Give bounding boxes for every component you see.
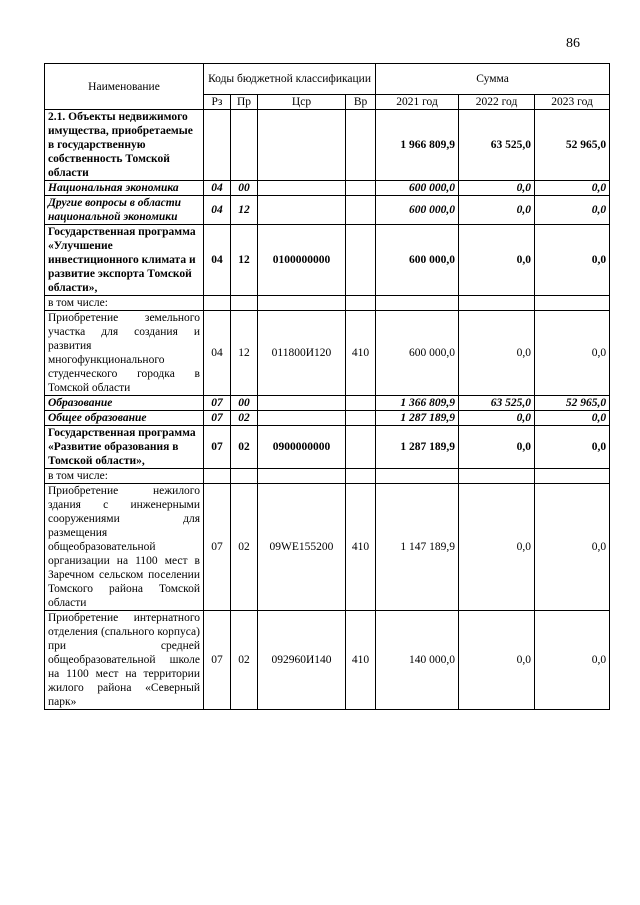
table-row: в том числе: [45, 296, 610, 311]
table-row: Государственная программа «Улучшение инвестиционного климата и развитие экспорта Томской области», 04 12 0100000000 600 000,0 0,0 0,0 [45, 225, 610, 296]
header-rz: Рз [204, 95, 231, 110]
header-name: Наименование [45, 64, 204, 110]
table-row: Приобретение нежилого здания с инженерными сооружениями для размещения общеобразовательной организации на 1100 мест в Заречном сельском поселении Томского района Томской области 07 02 09WE155200 410 1 147 189,9 0,0 0,0 [45, 484, 610, 611]
header-codes: Коды бюджетной классификации [204, 64, 376, 95]
page-number: 86 [566, 36, 580, 51]
header-pr: Пр [231, 95, 258, 110]
table-row: Национальная экономика 04 00 600 000,0 0,0 0,0 [45, 181, 610, 196]
header-2021: 2021 год [376, 95, 459, 110]
table-row: Приобретение интернатного отделения (спального корпуса) при средней общеобразовательной школе на 1100 мест на территории жилого района «Северный парк» 07 02 092960И140 410 140 000,0 0,0 0,0 [45, 611, 610, 710]
header-sum: Сумма [376, 64, 610, 95]
header-vr: Вр [346, 95, 376, 110]
header-2023: 2023 год [535, 95, 610, 110]
table-row: Государственная программа «Развитие образования в Томской области», 07 02 0900000000 1 287 189,9 0,0 0,0 [45, 426, 610, 469]
header-csr: Цср [258, 95, 346, 110]
table-row: Общее образование 07 02 1 287 189,9 0,0 0,0 [45, 411, 610, 426]
budget-table [44, 63, 610, 710]
table-row: Приобретение земельного участка для создания и развития многофункционального студенческого городка в Томской области 04 12 011800И120 410 600 000,0 0,0 0,0 [45, 311, 610, 396]
table-row: Образование 07 00 1 366 809,9 63 525,0 52 965,0 [45, 396, 610, 411]
table-row: Другие вопросы в области национальной экономики 04 12 600 000,0 0,0 0,0 [45, 196, 610, 225]
table-row: в том числе: [45, 469, 610, 484]
table-row: 2.1. Объекты недвижимого имущества, приобретаемые в государственную собственность Томской области 1 966 809,9 63 525,0 52 965,0 [45, 110, 610, 181]
header-2022: 2022 год [459, 95, 535, 110]
